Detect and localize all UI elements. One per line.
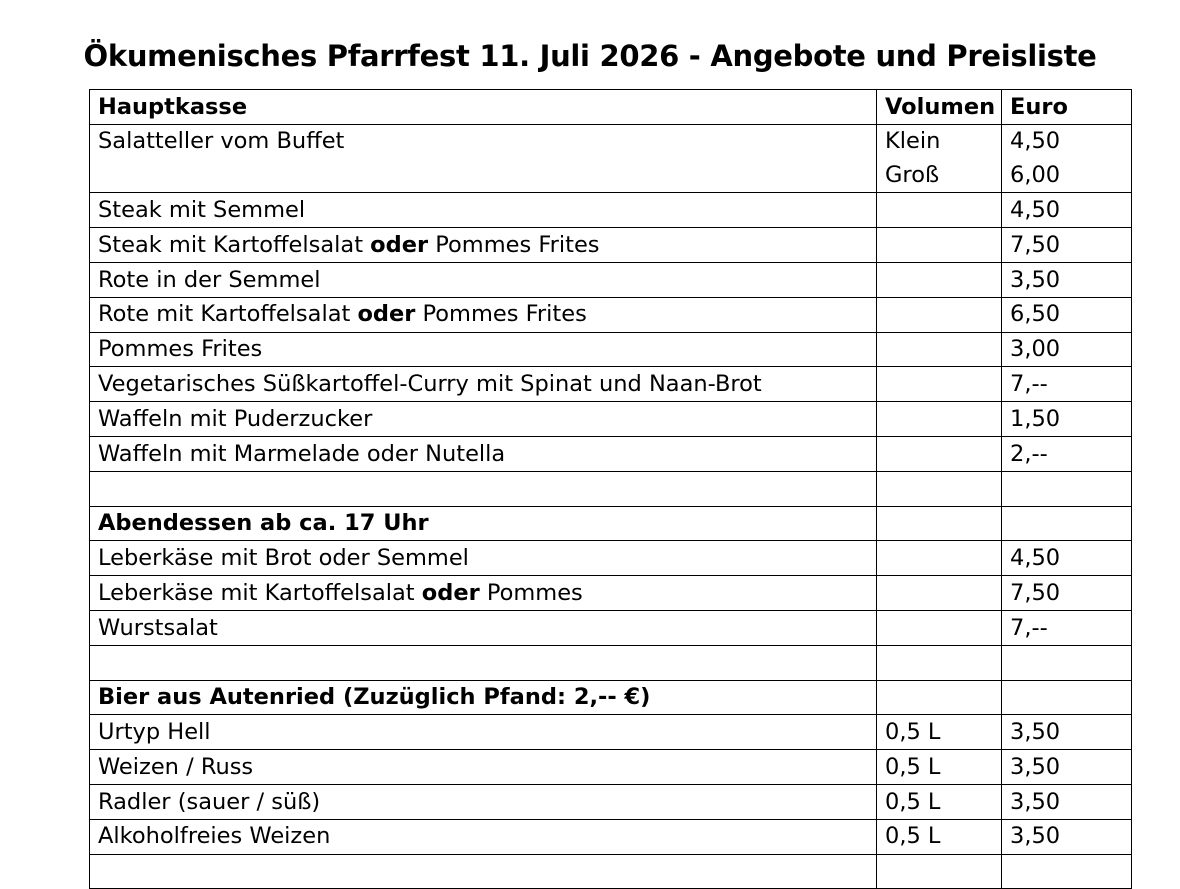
salad-volume-small: Klein <box>877 124 1002 158</box>
item-name <box>90 541 877 576</box>
item-price: 7,-- <box>1002 367 1132 402</box>
item-text-rest: Pommes Frites <box>415 301 587 328</box>
item-text-rest: Pommes <box>479 579 583 606</box>
item-name <box>90 610 877 645</box>
item-text: Steak mit Kartoffelsalat <box>98 231 371 258</box>
item-price: 7,50 <box>1002 576 1132 611</box>
item-volume <box>877 297 1002 332</box>
item-text-bold: oder <box>370 231 429 258</box>
salad-row-large <box>90 159 1132 193</box>
item-volume <box>877 402 1002 437</box>
empty-cell <box>877 506 1002 541</box>
table-row <box>90 402 1132 437</box>
table-row <box>90 262 1132 297</box>
item-text: Rote mit Kartoffelsalat <box>98 301 358 328</box>
table-header-row <box>90 90 1132 125</box>
empty-cell <box>1002 506 1132 541</box>
item-text: Urtyp Hell <box>98 718 211 745</box>
price-table-body <box>90 90 1132 889</box>
item-price: 3,00 <box>1002 332 1132 367</box>
empty-cell <box>90 645 877 680</box>
table-row <box>90 784 1132 819</box>
header-volume: Volumen <box>877 90 1002 125</box>
table-row <box>90 576 1132 611</box>
table-row <box>90 541 1132 576</box>
item-volume <box>877 367 1002 402</box>
item-price: 4,50 <box>1002 193 1132 228</box>
item-name <box>90 436 877 471</box>
empty-cell <box>90 854 877 889</box>
section-heading-dinner-row <box>90 506 1132 541</box>
section-heading-dinner: Abendessen ab ca. 17 Uhr <box>90 506 877 541</box>
item-price: 7,-- <box>1002 610 1132 645</box>
empty-row <box>90 854 1132 889</box>
item-price: 3,50 <box>1002 750 1132 785</box>
salad-item: Salatteller vom Buffet <box>90 124 877 158</box>
item-text: Radler (sauer / süß) <box>98 788 321 815</box>
item-text: Wurstsalat <box>98 614 218 641</box>
empty-row <box>90 471 1132 506</box>
salad-volume-large: Groß <box>877 159 1002 193</box>
item-volume <box>877 332 1002 367</box>
item-price: 7,50 <box>1002 228 1132 263</box>
item-text: Alkoholfreies Weizen <box>98 823 331 850</box>
empty-cell <box>90 471 877 506</box>
header-item: Hauptkasse <box>90 90 877 125</box>
empty-cell <box>877 854 1002 889</box>
table-row <box>90 715 1132 750</box>
table-row <box>90 750 1132 785</box>
salad-item-continued <box>90 159 877 193</box>
item-volume <box>877 193 1002 228</box>
item-text-rest: Pommes Frites <box>428 231 600 258</box>
empty-cell <box>877 645 1002 680</box>
item-price: 3,50 <box>1002 715 1132 750</box>
item-price: 3,50 <box>1002 262 1132 297</box>
item-name <box>90 819 877 854</box>
item-volume <box>877 610 1002 645</box>
item-text: Pommes Frites <box>98 336 263 363</box>
item-price: 3,50 <box>1002 819 1132 854</box>
table-row <box>90 228 1132 263</box>
item-name <box>90 193 877 228</box>
table-row <box>90 367 1132 402</box>
page-title: Ökumenisches Pfarrfest 11. Juli 2026 - Angebote und Preisliste <box>83 39 1097 73</box>
item-text: Vegetarisches Süßkartoffel-Curry mit Spinat und Naan-Brot <box>98 371 762 398</box>
empty-cell <box>1002 471 1132 506</box>
item-volume: 0,5 L <box>877 819 1002 854</box>
item-price: 3,50 <box>1002 784 1132 819</box>
empty-cell <box>877 471 1002 506</box>
empty-cell <box>877 680 1002 715</box>
table-row <box>90 297 1132 332</box>
item-volume <box>877 262 1002 297</box>
item-name <box>90 262 877 297</box>
item-text: Leberkäse mit Brot oder Semmel <box>98 545 469 571</box>
item-name <box>90 367 877 402</box>
item-name <box>90 332 877 367</box>
section-heading-beer: Bier aus Autenried (Zuzüglich Pfand: 2,-- €) <box>90 680 877 715</box>
table-row <box>90 436 1132 471</box>
section-heading-beer-row <box>90 680 1132 715</box>
item-name <box>90 750 877 785</box>
item-price: 4,50 <box>1002 541 1132 576</box>
item-volume <box>877 576 1002 611</box>
price-table <box>89 89 1132 889</box>
item-volume: 0,5 L <box>877 784 1002 819</box>
item-price: 2,-- <box>1002 436 1132 471</box>
empty-row <box>90 645 1132 680</box>
item-name <box>90 715 877 750</box>
item-name <box>90 784 877 819</box>
empty-cell <box>1002 645 1132 680</box>
empty-cell <box>1002 854 1132 889</box>
table-row <box>90 610 1132 645</box>
item-text: Rote in der Semmel <box>98 266 321 293</box>
item-text-bold: oder <box>421 579 480 606</box>
table-row <box>90 193 1132 228</box>
item-text: Waffeln mit Puderzucker <box>98 405 373 432</box>
item-name <box>90 402 877 437</box>
item-text: Steak mit Semmel <box>98 197 306 224</box>
item-text: Weizen / Russ <box>98 753 254 780</box>
salad-price-large: 6,00 <box>1002 159 1132 193</box>
item-name <box>90 297 877 332</box>
item-price: 6,50 <box>1002 297 1132 332</box>
item-text: Waffeln mit Marmelade oder Nutella <box>98 440 506 467</box>
empty-cell <box>1002 680 1132 715</box>
item-volume <box>877 541 1002 576</box>
table-row <box>90 332 1132 367</box>
salad-price-small: 4,50 <box>1002 124 1132 158</box>
item-name <box>90 228 877 263</box>
item-price: 1,50 <box>1002 402 1132 437</box>
item-volume: 0,5 L <box>877 750 1002 785</box>
item-text: Leberkäse mit Kartoffelsalat <box>98 579 422 606</box>
item-name <box>90 576 877 611</box>
header-price: Euro <box>1002 90 1132 125</box>
item-volume <box>877 436 1002 471</box>
item-text-bold: oder <box>357 301 416 328</box>
salad-row-small <box>90 124 1132 158</box>
item-volume <box>877 228 1002 263</box>
table-row <box>90 819 1132 854</box>
item-volume: 0,5 L <box>877 715 1002 750</box>
